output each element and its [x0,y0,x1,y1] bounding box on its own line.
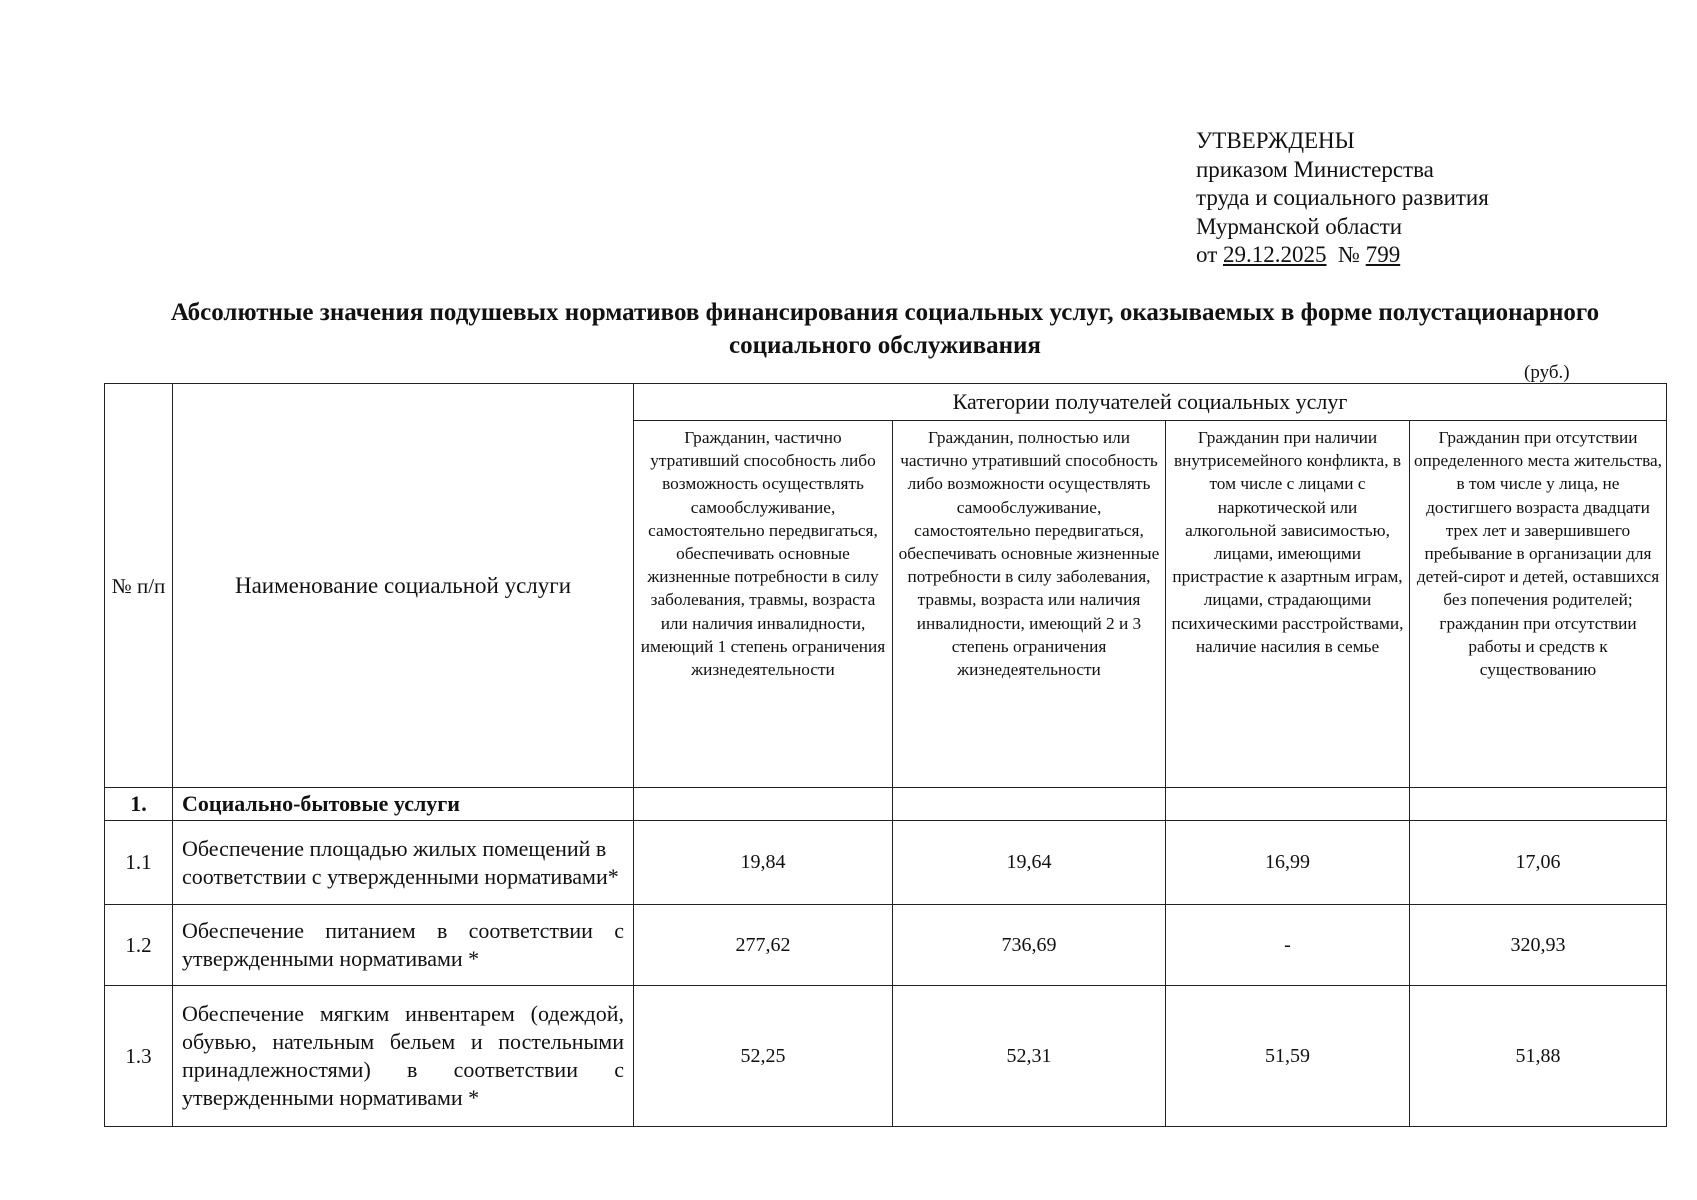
row-num: 1.1 [105,821,173,905]
row-value: 52,25 [634,986,893,1127]
section-empty-cell [1410,788,1667,821]
section-num: 1. [105,788,173,821]
row-value: 16,99 [1166,821,1410,905]
section-empty-cell [634,788,893,821]
unit-label: (руб.) [1524,362,1570,383]
row-value: - [1166,905,1410,986]
approval-line-4: Мурманской области [1196,213,1403,239]
approval-from: от [1196,242,1218,267]
approval-date: 29.12.2025 [1223,242,1327,267]
section-name: Социально-бытовые услуги [173,788,634,821]
category-1: Гражданин, частично утративший способность либо возможность осуществлять самообслуживание, самостоятельно передвигаться, обеспечивать основные жизненные потребности в силу заболевания, травмы, возраста или наличия инвалидности, имеющий 1 степень ограничения жизнедеятельности [634,421,893,788]
row-value: 51,88 [1410,986,1667,1127]
approval-number-sign: № [1338,242,1360,267]
section-empty-cell [1166,788,1410,821]
category-3: Гражданин при наличии внутрисемейного конфликта, в том числе с лицами с наркотической или алкогольной зависимостью, лицами, имеющими пристрастие к азартным играм, лицами, страдающими психическими расстройствами, наличие насилия в семье [1166,421,1410,788]
row-value: 51,59 [1166,986,1410,1127]
row-value: 277,62 [634,905,893,986]
row-value: 19,64 [893,821,1166,905]
row-service-name: Обеспечение питанием в соответствии с утвержденными нормативами * [173,905,634,986]
table-row [105,986,1667,1127]
header-num: № п/п [105,384,173,788]
header-service-name: Наименование социальной услуги [173,384,634,788]
row-value: 17,06 [1410,821,1667,905]
approval-line-3: труда и социального развития [1196,185,1489,210]
header-categories: Категории получателей социальных услуг [634,384,1667,421]
approval-number: 799 [1365,242,1401,267]
approval-line-2: приказом Министерства [1196,156,1434,182]
category-4: Гражданин при отсутствии определенного места жительства, в том числе у лица, не достигшего возраста двадцати трех лет и завершившего пребывание в организации для детей-сирот и детей, оставшихся без попечения родителей; гражданин при отсутствии работы и средств к существованию [1410,421,1667,788]
document-title: Абсолютные значения подушевых нормативов финансирования социальных услуг, оказываемых в форме полустационарного социального обслуживания [170,299,1600,359]
row-value: 19,84 [634,821,893,905]
row-value: 52,31 [893,986,1166,1127]
category-2: Гражданин, полностью или частично утративший способность либо возможности осуществлять самообслуживание, самостоятельно передвигаться, обеспечивать основные жизненные потребности в силу заболевания, травмы, возраста или наличия инвалидности, имеющий 2 и 3 степень ограничения жизнедеятельности [893,421,1166,788]
row-service-name: Обеспечение площадью жилых помещений в соответствии с утвержденными нормативами* [173,821,634,905]
row-num: 1.3 [105,986,173,1127]
row-service-name: Обеспечение мягким инвентарем (одеждой, обувью, нательным бельем и постельными принадлежностями) в соответствии с утвержденными нормативами * [173,986,634,1127]
row-value: 320,93 [1410,905,1667,986]
table-row [105,821,1667,905]
row-num: 1.2 [105,905,173,986]
approval-block [1196,127,1489,270]
approval-date-line [1196,241,1489,270]
table-row [105,905,1667,986]
row-value: 736,69 [893,905,1166,986]
normatives-table [104,383,1667,1127]
table-header-row [105,384,1667,421]
section-row [105,788,1667,821]
approval-line-1: УТВЕРЖДЕНЫ [1196,128,1355,153]
section-empty-cell [893,788,1166,821]
